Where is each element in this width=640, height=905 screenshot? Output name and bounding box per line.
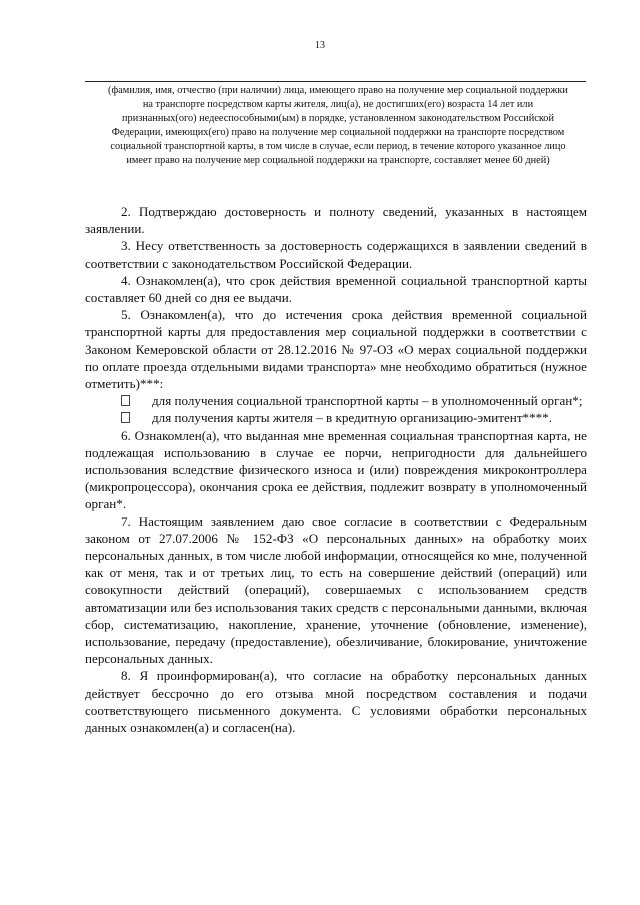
- field-caption: (фамилия, имя, отчество (при наличии) лица, имеющего право на получение мер социальной поддержки на транспорте посредством карты жителя, лиц(а), не достигших(его) возраста 14 лет или признанных(ого) недееспособными(ым) в порядке, установленном законодательством Российской Федерации, имеющих(его) право на получение мер социальной поддержки на транспорте посредством социальной транспортной карты, в том числе в случае, если период, в течение которого указанное лицо имеет право на получение мер социальной поддержки на транспорте, составляет менее 60 дней): [108, 85, 568, 166]
- option-resident-card-label: для получения карты жителя – в кредитную организацию-эмитент****.: [152, 410, 552, 426]
- paragraph-8: 8. Я проинформирован(а), что согласие на обработку персональных данных действует бессрочно до его отзыва мной посредством составления и подачи соответствующего письменного документа. С условиями обработки персональных данных ознакомлен(а) и согласен(на).: [85, 668, 587, 736]
- paragraph-2: 2. Подтверждаю достоверность и полноту сведений, указанных в настоящем заявлении.: [85, 204, 587, 237]
- paragraph-3: 3. Несу ответственность за достоверность содержащихся в заявлении сведений в соответствии с законодательством Российской Федерации.: [85, 238, 587, 271]
- checkbox-resident-card[interactable]: [121, 412, 130, 423]
- option-resident-card: [85, 409, 587, 426]
- paragraph-7: 7. Настоящим заявлением даю свое согласие в соответствии с Федеральным законом от 27.07.2006 № 152-ФЗ «О персональных данных» на обработку моих персональных данных, в том числе любой информации, относящейся ко мне, полученной как от меня, так и от третьих лиц, то есть на совершение действий (операций) или совокупности действий (операций), совершаемых с использованием средств автоматизации или без использования таких средств с персональными данными, включая сбор, систематизацию, накопление, хранение, уточнение (обновление, изменение), использование, передачу (предоставление), обезличивание, блокирование, уничтожение персональных данных.: [85, 513, 587, 667]
- signature-line: [85, 81, 586, 82]
- checkbox-social-card[interactable]: [121, 395, 130, 406]
- page-number: 13: [315, 40, 325, 51]
- paragraph-4: 4. Ознакомлен(а), что срок действия временной социальной транспортной карты составляет 60 дней со дня ее выдачи.: [85, 272, 587, 306]
- option-social-card: [85, 392, 587, 409]
- paragraph-6: 6. Ознакомлен(а), что выданная мне временная социальная транспортная карта, не подлежащая использованию в случае ее порчи, непригодности для дальнейшего использования вследствие физического износа и (или) повреждения микроконтроллера (микропроцессора), окончания срока ее действия, подлежит возврату в уполномоченный орган*.: [85, 427, 587, 512]
- paragraph-5: 5. Ознакомлен(а), что до истечения срока действия временной социальной транспортной карты для предоставления мер социальной поддержки в соответствии с Законом Кемеровской области от 28.12.2016 № 97-ОЗ «О мерах социальной поддержки по оплате проезда отдельными видами транспорта» мне необходимо обратиться (нужное отметить)***:: [85, 307, 587, 392]
- document-body: [85, 203, 587, 736]
- option-social-card-label: для получения социальной транспортной карты – в уполномоченный орган*;: [152, 393, 583, 409]
